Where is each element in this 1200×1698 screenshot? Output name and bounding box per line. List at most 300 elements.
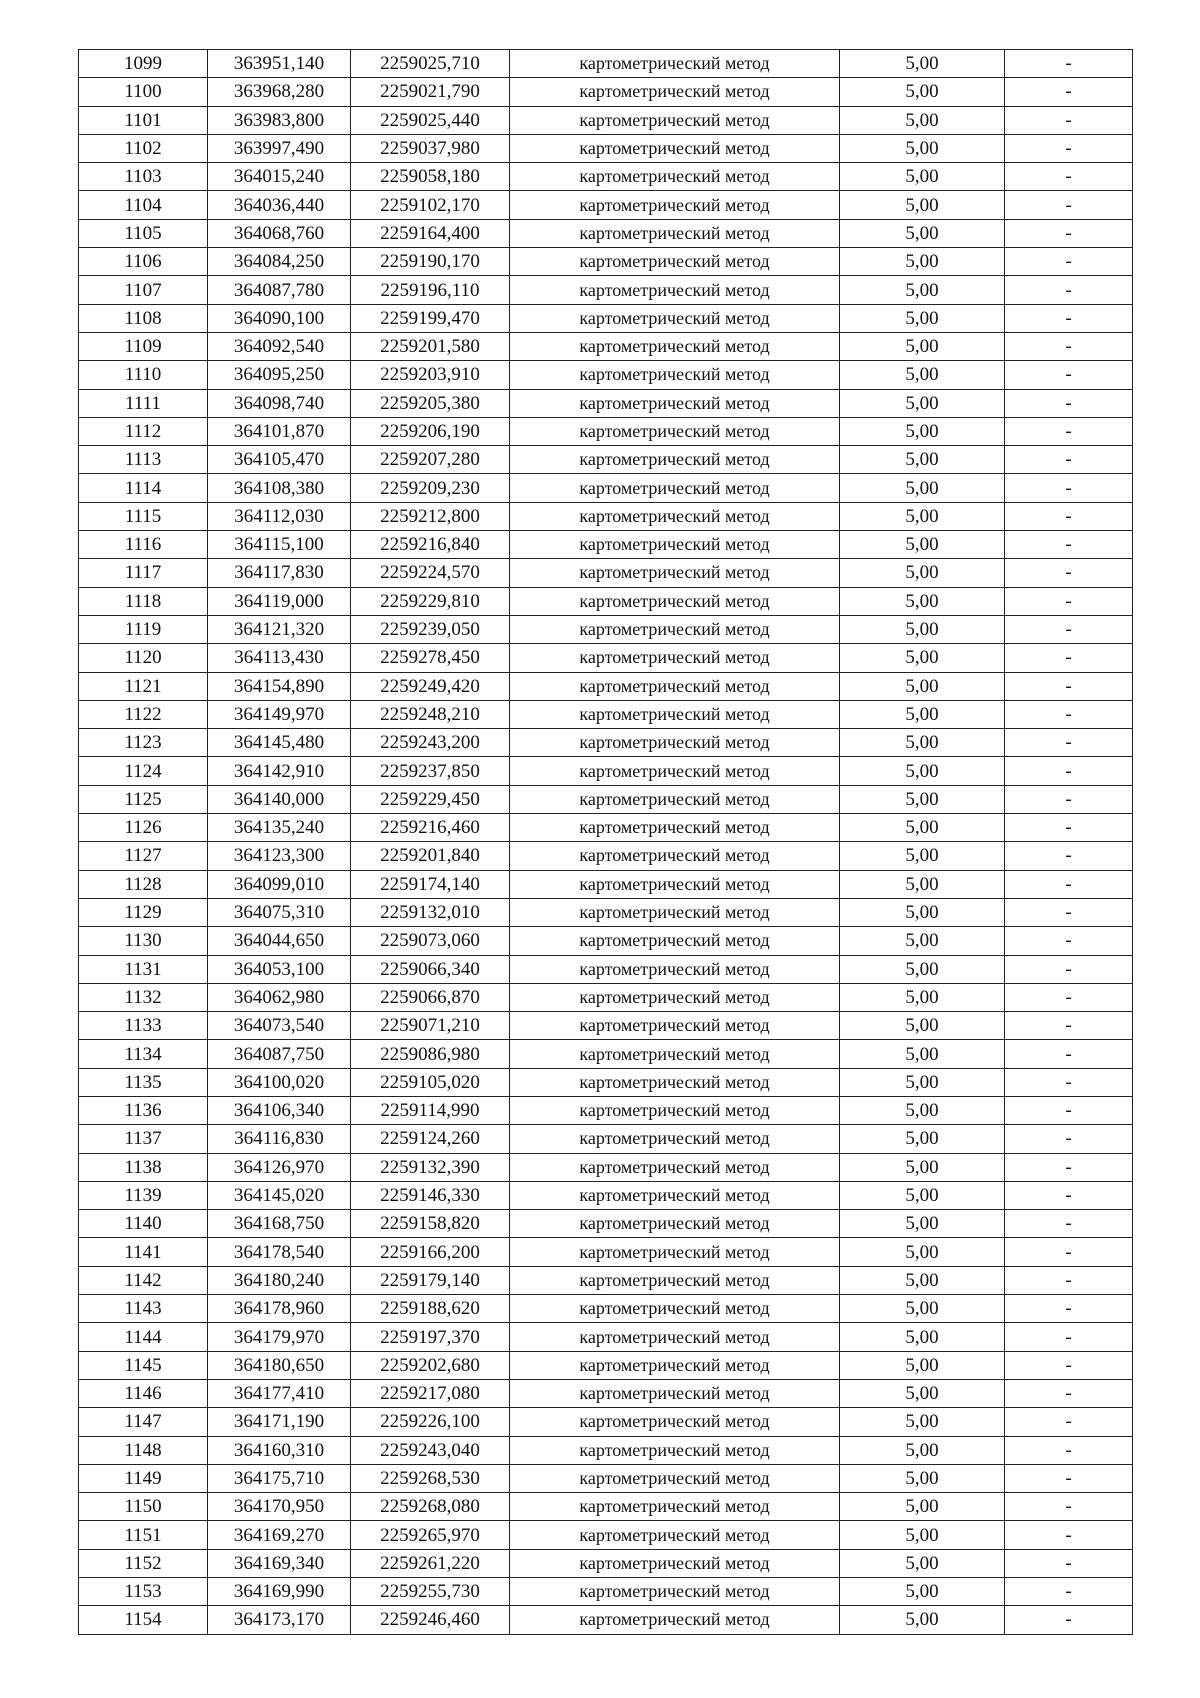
y-coordinate-cell: 2259025,710 (351, 50, 510, 78)
point-number-cell: 1118 (79, 587, 208, 615)
point-number-cell: 1127 (79, 842, 208, 870)
description-cell: - (1005, 927, 1133, 955)
y-coordinate-cell: 2259201,840 (351, 842, 510, 870)
method-cell: картометрический метод (510, 898, 840, 926)
description-cell: - (1005, 1578, 1133, 1606)
precision-cell: 5,00 (840, 332, 1005, 360)
point-number-cell: 1136 (79, 1096, 208, 1124)
point-number-cell: 1145 (79, 1351, 208, 1379)
point-number-cell: 1154 (79, 1606, 208, 1634)
point-number-cell: 1153 (79, 1578, 208, 1606)
y-coordinate-cell: 2259066,870 (351, 983, 510, 1011)
table-row (79, 1181, 1133, 1209)
x-coordinate-cell: 364084,250 (208, 248, 351, 276)
description-cell: - (1005, 1549, 1133, 1577)
precision-cell: 5,00 (840, 191, 1005, 219)
description-cell: - (1005, 898, 1133, 926)
description-cell: - (1005, 276, 1133, 304)
y-coordinate-cell: 2259102,170 (351, 191, 510, 219)
method-cell: картометрический метод (510, 1606, 840, 1634)
table-row (79, 1521, 1133, 1549)
precision-cell: 5,00 (840, 1266, 1005, 1294)
description-cell: - (1005, 1521, 1133, 1549)
point-number-cell: 1130 (79, 927, 208, 955)
precision-cell: 5,00 (840, 1068, 1005, 1096)
description-cell: - (1005, 644, 1133, 672)
x-coordinate-cell: 364105,470 (208, 446, 351, 474)
description-cell: - (1005, 1096, 1133, 1124)
method-cell: картометрический метод (510, 1040, 840, 1068)
precision-cell: 5,00 (840, 1464, 1005, 1492)
y-coordinate-cell: 2259249,420 (351, 672, 510, 700)
x-coordinate-cell: 364171,190 (208, 1408, 351, 1436)
point-number-cell: 1110 (79, 361, 208, 389)
method-cell: картометрический метод (510, 1068, 840, 1096)
table-row (79, 163, 1133, 191)
precision-cell: 5,00 (840, 1181, 1005, 1209)
table-row (79, 927, 1133, 955)
table-row (79, 1379, 1133, 1407)
y-coordinate-cell: 2259201,580 (351, 332, 510, 360)
precision-cell: 5,00 (840, 615, 1005, 643)
description-cell: - (1005, 672, 1133, 700)
precision-cell: 5,00 (840, 587, 1005, 615)
y-coordinate-cell: 2259255,730 (351, 1578, 510, 1606)
method-cell: картометрический метод (510, 1351, 840, 1379)
method-cell: картометрический метод (510, 1578, 840, 1606)
precision-cell: 5,00 (840, 474, 1005, 502)
x-coordinate-cell: 363983,800 (208, 106, 351, 134)
description-cell: - (1005, 417, 1133, 445)
point-number-cell: 1140 (79, 1210, 208, 1238)
method-cell: картометрический метод (510, 446, 840, 474)
table-row (79, 1012, 1133, 1040)
method-cell: картометрический метод (510, 50, 840, 78)
x-coordinate-cell: 363951,140 (208, 50, 351, 78)
table-row (79, 1408, 1133, 1436)
description-cell: - (1005, 615, 1133, 643)
table-row (79, 1323, 1133, 1351)
precision-cell: 5,00 (840, 814, 1005, 842)
x-coordinate-cell: 363997,490 (208, 134, 351, 162)
description-cell: - (1005, 219, 1133, 247)
table-row (79, 417, 1133, 445)
y-coordinate-cell: 2259071,210 (351, 1012, 510, 1040)
precision-cell: 5,00 (840, 785, 1005, 813)
precision-cell: 5,00 (840, 1436, 1005, 1464)
description-cell: - (1005, 1493, 1133, 1521)
description-cell: - (1005, 1266, 1133, 1294)
method-cell: картометрический метод (510, 1238, 840, 1266)
x-coordinate-cell: 364053,100 (208, 955, 351, 983)
precision-cell: 5,00 (840, 672, 1005, 700)
table-row (79, 248, 1133, 276)
table-row (79, 106, 1133, 134)
table-row (79, 1125, 1133, 1153)
description-cell: - (1005, 191, 1133, 219)
y-coordinate-cell: 2259217,080 (351, 1379, 510, 1407)
x-coordinate-cell: 364075,310 (208, 898, 351, 926)
point-number-cell: 1144 (79, 1323, 208, 1351)
y-coordinate-cell: 2259190,170 (351, 248, 510, 276)
method-cell: картометрический метод (510, 134, 840, 162)
point-number-cell: 1122 (79, 700, 208, 728)
table-row (79, 1351, 1133, 1379)
x-coordinate-cell: 364090,100 (208, 304, 351, 332)
description-cell: - (1005, 1068, 1133, 1096)
method-cell: картометрический метод (510, 785, 840, 813)
description-cell: - (1005, 389, 1133, 417)
y-coordinate-cell: 2259188,620 (351, 1295, 510, 1323)
point-number-cell: 1115 (79, 502, 208, 530)
method-cell: картометрический метод (510, 389, 840, 417)
x-coordinate-cell: 364087,780 (208, 276, 351, 304)
method-cell: картометрический метод (510, 842, 840, 870)
y-coordinate-cell: 2259229,810 (351, 587, 510, 615)
precision-cell: 5,00 (840, 417, 1005, 445)
point-number-cell: 1128 (79, 870, 208, 898)
method-cell: картометрический метод (510, 304, 840, 332)
table-row (79, 615, 1133, 643)
x-coordinate-cell: 364108,380 (208, 474, 351, 502)
method-cell: картометрический метод (510, 1210, 840, 1238)
y-coordinate-cell: 2259246,460 (351, 1606, 510, 1634)
y-coordinate-cell: 2259086,980 (351, 1040, 510, 1068)
precision-cell: 5,00 (840, 1521, 1005, 1549)
coordinates-table-body (79, 50, 1133, 1635)
x-coordinate-cell: 364112,030 (208, 502, 351, 530)
precision-cell: 5,00 (840, 248, 1005, 276)
method-cell: картометрический метод (510, 531, 840, 559)
method-cell: картометрический метод (510, 163, 840, 191)
x-coordinate-cell: 364015,240 (208, 163, 351, 191)
point-number-cell: 1111 (79, 389, 208, 417)
method-cell: картометрический метод (510, 700, 840, 728)
x-coordinate-cell: 364142,910 (208, 757, 351, 785)
x-coordinate-cell: 364092,540 (208, 332, 351, 360)
y-coordinate-cell: 2259206,190 (351, 417, 510, 445)
table-row (79, 1549, 1133, 1577)
method-cell: картометрический метод (510, 1266, 840, 1294)
precision-cell: 5,00 (840, 446, 1005, 474)
x-coordinate-cell: 364178,540 (208, 1238, 351, 1266)
point-number-cell: 1117 (79, 559, 208, 587)
table-row (79, 1238, 1133, 1266)
description-cell: - (1005, 163, 1133, 191)
y-coordinate-cell: 2259025,440 (351, 106, 510, 134)
description-cell: - (1005, 814, 1133, 842)
table-row (79, 1096, 1133, 1124)
y-coordinate-cell: 2259132,010 (351, 898, 510, 926)
description-cell: - (1005, 1238, 1133, 1266)
y-coordinate-cell: 2259105,020 (351, 1068, 510, 1096)
y-coordinate-cell: 2259179,140 (351, 1266, 510, 1294)
table-row (79, 700, 1133, 728)
precision-cell: 5,00 (840, 1153, 1005, 1181)
table-row (79, 1606, 1133, 1634)
precision-cell: 5,00 (840, 219, 1005, 247)
precision-cell: 5,00 (840, 1549, 1005, 1577)
description-cell: - (1005, 106, 1133, 134)
table-row (79, 1578, 1133, 1606)
table-row (79, 134, 1133, 162)
point-number-cell: 1100 (79, 78, 208, 106)
y-coordinate-cell: 2259248,210 (351, 700, 510, 728)
description-cell: - (1005, 1408, 1133, 1436)
table-row (79, 361, 1133, 389)
point-number-cell: 1133 (79, 1012, 208, 1040)
point-number-cell: 1099 (79, 50, 208, 78)
precision-cell: 5,00 (840, 304, 1005, 332)
x-coordinate-cell: 364062,980 (208, 983, 351, 1011)
y-coordinate-cell: 2259124,260 (351, 1125, 510, 1153)
table-row (79, 304, 1133, 332)
point-number-cell: 1148 (79, 1436, 208, 1464)
y-coordinate-cell: 2259229,450 (351, 785, 510, 813)
y-coordinate-cell: 2259268,080 (351, 1493, 510, 1521)
table-row (79, 898, 1133, 926)
x-coordinate-cell: 364117,830 (208, 559, 351, 587)
x-coordinate-cell: 364099,010 (208, 870, 351, 898)
point-number-cell: 1141 (79, 1238, 208, 1266)
precision-cell: 5,00 (840, 276, 1005, 304)
point-number-cell: 1112 (79, 417, 208, 445)
point-number-cell: 1131 (79, 955, 208, 983)
method-cell: картометрический метод (510, 1379, 840, 1407)
point-number-cell: 1119 (79, 615, 208, 643)
description-cell: - (1005, 983, 1133, 1011)
point-number-cell: 1151 (79, 1521, 208, 1549)
table-row (79, 332, 1133, 360)
x-coordinate-cell: 364044,650 (208, 927, 351, 955)
table-row (79, 870, 1133, 898)
precision-cell: 5,00 (840, 983, 1005, 1011)
method-cell: картометрический метод (510, 1096, 840, 1124)
description-cell: - (1005, 1125, 1133, 1153)
precision-cell: 5,00 (840, 1379, 1005, 1407)
description-cell: - (1005, 1323, 1133, 1351)
y-coordinate-cell: 2259202,680 (351, 1351, 510, 1379)
y-coordinate-cell: 2259261,220 (351, 1549, 510, 1577)
method-cell: картометрический метод (510, 587, 840, 615)
description-cell: - (1005, 332, 1133, 360)
table-row (79, 446, 1133, 474)
method-cell: картометрический метод (510, 1012, 840, 1040)
table-row (79, 219, 1133, 247)
y-coordinate-cell: 2259066,340 (351, 955, 510, 983)
x-coordinate-cell: 364036,440 (208, 191, 351, 219)
precision-cell: 5,00 (840, 898, 1005, 926)
point-number-cell: 1116 (79, 531, 208, 559)
description-cell: - (1005, 1464, 1133, 1492)
description-cell: - (1005, 842, 1133, 870)
precision-cell: 5,00 (840, 1012, 1005, 1040)
x-coordinate-cell: 364113,430 (208, 644, 351, 672)
x-coordinate-cell: 364170,950 (208, 1493, 351, 1521)
y-coordinate-cell: 2259226,100 (351, 1408, 510, 1436)
description-cell: - (1005, 304, 1133, 332)
point-number-cell: 1103 (79, 163, 208, 191)
precision-cell: 5,00 (840, 955, 1005, 983)
x-coordinate-cell: 364179,970 (208, 1323, 351, 1351)
precision-cell: 5,00 (840, 1408, 1005, 1436)
y-coordinate-cell: 2259114,990 (351, 1096, 510, 1124)
x-coordinate-cell: 364169,990 (208, 1578, 351, 1606)
method-cell: картометрический метод (510, 1493, 840, 1521)
y-coordinate-cell: 2259239,050 (351, 615, 510, 643)
x-coordinate-cell: 364140,000 (208, 785, 351, 813)
y-coordinate-cell: 2259278,450 (351, 644, 510, 672)
method-cell: картометрический метод (510, 219, 840, 247)
x-coordinate-cell: 364095,250 (208, 361, 351, 389)
y-coordinate-cell: 2259166,200 (351, 1238, 510, 1266)
y-coordinate-cell: 2259216,460 (351, 814, 510, 842)
point-number-cell: 1134 (79, 1040, 208, 1068)
description-cell: - (1005, 361, 1133, 389)
table-row (79, 502, 1133, 530)
precision-cell: 5,00 (840, 78, 1005, 106)
method-cell: картометрический метод (510, 248, 840, 276)
point-number-cell: 1132 (79, 983, 208, 1011)
point-number-cell: 1125 (79, 785, 208, 813)
x-coordinate-cell: 364115,100 (208, 531, 351, 559)
y-coordinate-cell: 2259224,570 (351, 559, 510, 587)
method-cell: картометрический метод (510, 78, 840, 106)
method-cell: картометрический метод (510, 276, 840, 304)
point-number-cell: 1101 (79, 106, 208, 134)
method-cell: картометрический метод (510, 502, 840, 530)
point-number-cell: 1104 (79, 191, 208, 219)
table-row (79, 1493, 1133, 1521)
x-coordinate-cell: 364149,970 (208, 700, 351, 728)
method-cell: картометрический метод (510, 1125, 840, 1153)
table-row (79, 955, 1133, 983)
method-cell: картометрический метод (510, 361, 840, 389)
method-cell: картометрический метод (510, 1408, 840, 1436)
description-cell: - (1005, 1153, 1133, 1181)
x-coordinate-cell: 364123,300 (208, 842, 351, 870)
table-row (79, 842, 1133, 870)
point-number-cell: 1126 (79, 814, 208, 842)
method-cell: картометрический метод (510, 615, 840, 643)
method-cell: картометрический метод (510, 559, 840, 587)
precision-cell: 5,00 (840, 134, 1005, 162)
table-row (79, 559, 1133, 587)
coordinates-table (78, 49, 1133, 1635)
table-row (79, 78, 1133, 106)
description-cell: - (1005, 700, 1133, 728)
precision-cell: 5,00 (840, 757, 1005, 785)
description-cell: - (1005, 1295, 1133, 1323)
point-number-cell: 1129 (79, 898, 208, 926)
precision-cell: 5,00 (840, 1096, 1005, 1124)
precision-cell: 5,00 (840, 531, 1005, 559)
y-coordinate-cell: 2259237,850 (351, 757, 510, 785)
precision-cell: 5,00 (840, 927, 1005, 955)
description-cell: - (1005, 729, 1133, 757)
description-cell: - (1005, 559, 1133, 587)
method-cell: картометрический метод (510, 983, 840, 1011)
precision-cell: 5,00 (840, 842, 1005, 870)
table-row (79, 50, 1133, 78)
y-coordinate-cell: 2259132,390 (351, 1153, 510, 1181)
description-cell: - (1005, 1606, 1133, 1634)
y-coordinate-cell: 2259212,800 (351, 502, 510, 530)
table-row (79, 1266, 1133, 1294)
precision-cell: 5,00 (840, 1210, 1005, 1238)
method-cell: картометрический метод (510, 1521, 840, 1549)
y-coordinate-cell: 2259058,180 (351, 163, 510, 191)
x-coordinate-cell: 364073,540 (208, 1012, 351, 1040)
description-cell: - (1005, 474, 1133, 502)
point-number-cell: 1135 (79, 1068, 208, 1096)
description-cell: - (1005, 870, 1133, 898)
x-coordinate-cell: 364135,240 (208, 814, 351, 842)
y-coordinate-cell: 2259207,280 (351, 446, 510, 474)
description-cell: - (1005, 1379, 1133, 1407)
point-number-cell: 1137 (79, 1125, 208, 1153)
description-cell: - (1005, 502, 1133, 530)
table-row (79, 983, 1133, 1011)
method-cell: картометрический метод (510, 757, 840, 785)
y-coordinate-cell: 2259199,470 (351, 304, 510, 332)
point-number-cell: 1124 (79, 757, 208, 785)
x-coordinate-cell: 364168,750 (208, 1210, 351, 1238)
description-cell: - (1005, 248, 1133, 276)
table-row (79, 1436, 1133, 1464)
description-cell: - (1005, 1210, 1133, 1238)
method-cell: картометрический метод (510, 729, 840, 757)
precision-cell: 5,00 (840, 644, 1005, 672)
precision-cell: 5,00 (840, 163, 1005, 191)
table-row (79, 1295, 1133, 1323)
precision-cell: 5,00 (840, 389, 1005, 417)
x-coordinate-cell: 363968,280 (208, 78, 351, 106)
table-row (79, 814, 1133, 842)
method-cell: картометрический метод (510, 927, 840, 955)
table-row (79, 389, 1133, 417)
precision-cell: 5,00 (840, 50, 1005, 78)
x-coordinate-cell: 364154,890 (208, 672, 351, 700)
y-coordinate-cell: 2259021,790 (351, 78, 510, 106)
point-number-cell: 1138 (79, 1153, 208, 1181)
precision-cell: 5,00 (840, 106, 1005, 134)
table-row (79, 1464, 1133, 1492)
point-number-cell: 1142 (79, 1266, 208, 1294)
description-cell: - (1005, 785, 1133, 813)
y-coordinate-cell: 2259073,060 (351, 927, 510, 955)
y-coordinate-cell: 2259197,370 (351, 1323, 510, 1351)
x-coordinate-cell: 364119,000 (208, 587, 351, 615)
x-coordinate-cell: 364169,340 (208, 1549, 351, 1577)
method-cell: картометрический метод (510, 672, 840, 700)
precision-cell: 5,00 (840, 361, 1005, 389)
table-row (79, 531, 1133, 559)
description-cell: - (1005, 446, 1133, 474)
method-cell: картометрический метод (510, 1323, 840, 1351)
point-number-cell: 1147 (79, 1408, 208, 1436)
table-row (79, 1040, 1133, 1068)
description-cell: - (1005, 587, 1133, 615)
description-cell: - (1005, 1181, 1133, 1209)
point-number-cell: 1150 (79, 1493, 208, 1521)
point-number-cell: 1102 (79, 134, 208, 162)
precision-cell: 5,00 (840, 1125, 1005, 1153)
table-row (79, 1210, 1133, 1238)
description-cell: - (1005, 50, 1133, 78)
precision-cell: 5,00 (840, 559, 1005, 587)
point-number-cell: 1149 (79, 1464, 208, 1492)
